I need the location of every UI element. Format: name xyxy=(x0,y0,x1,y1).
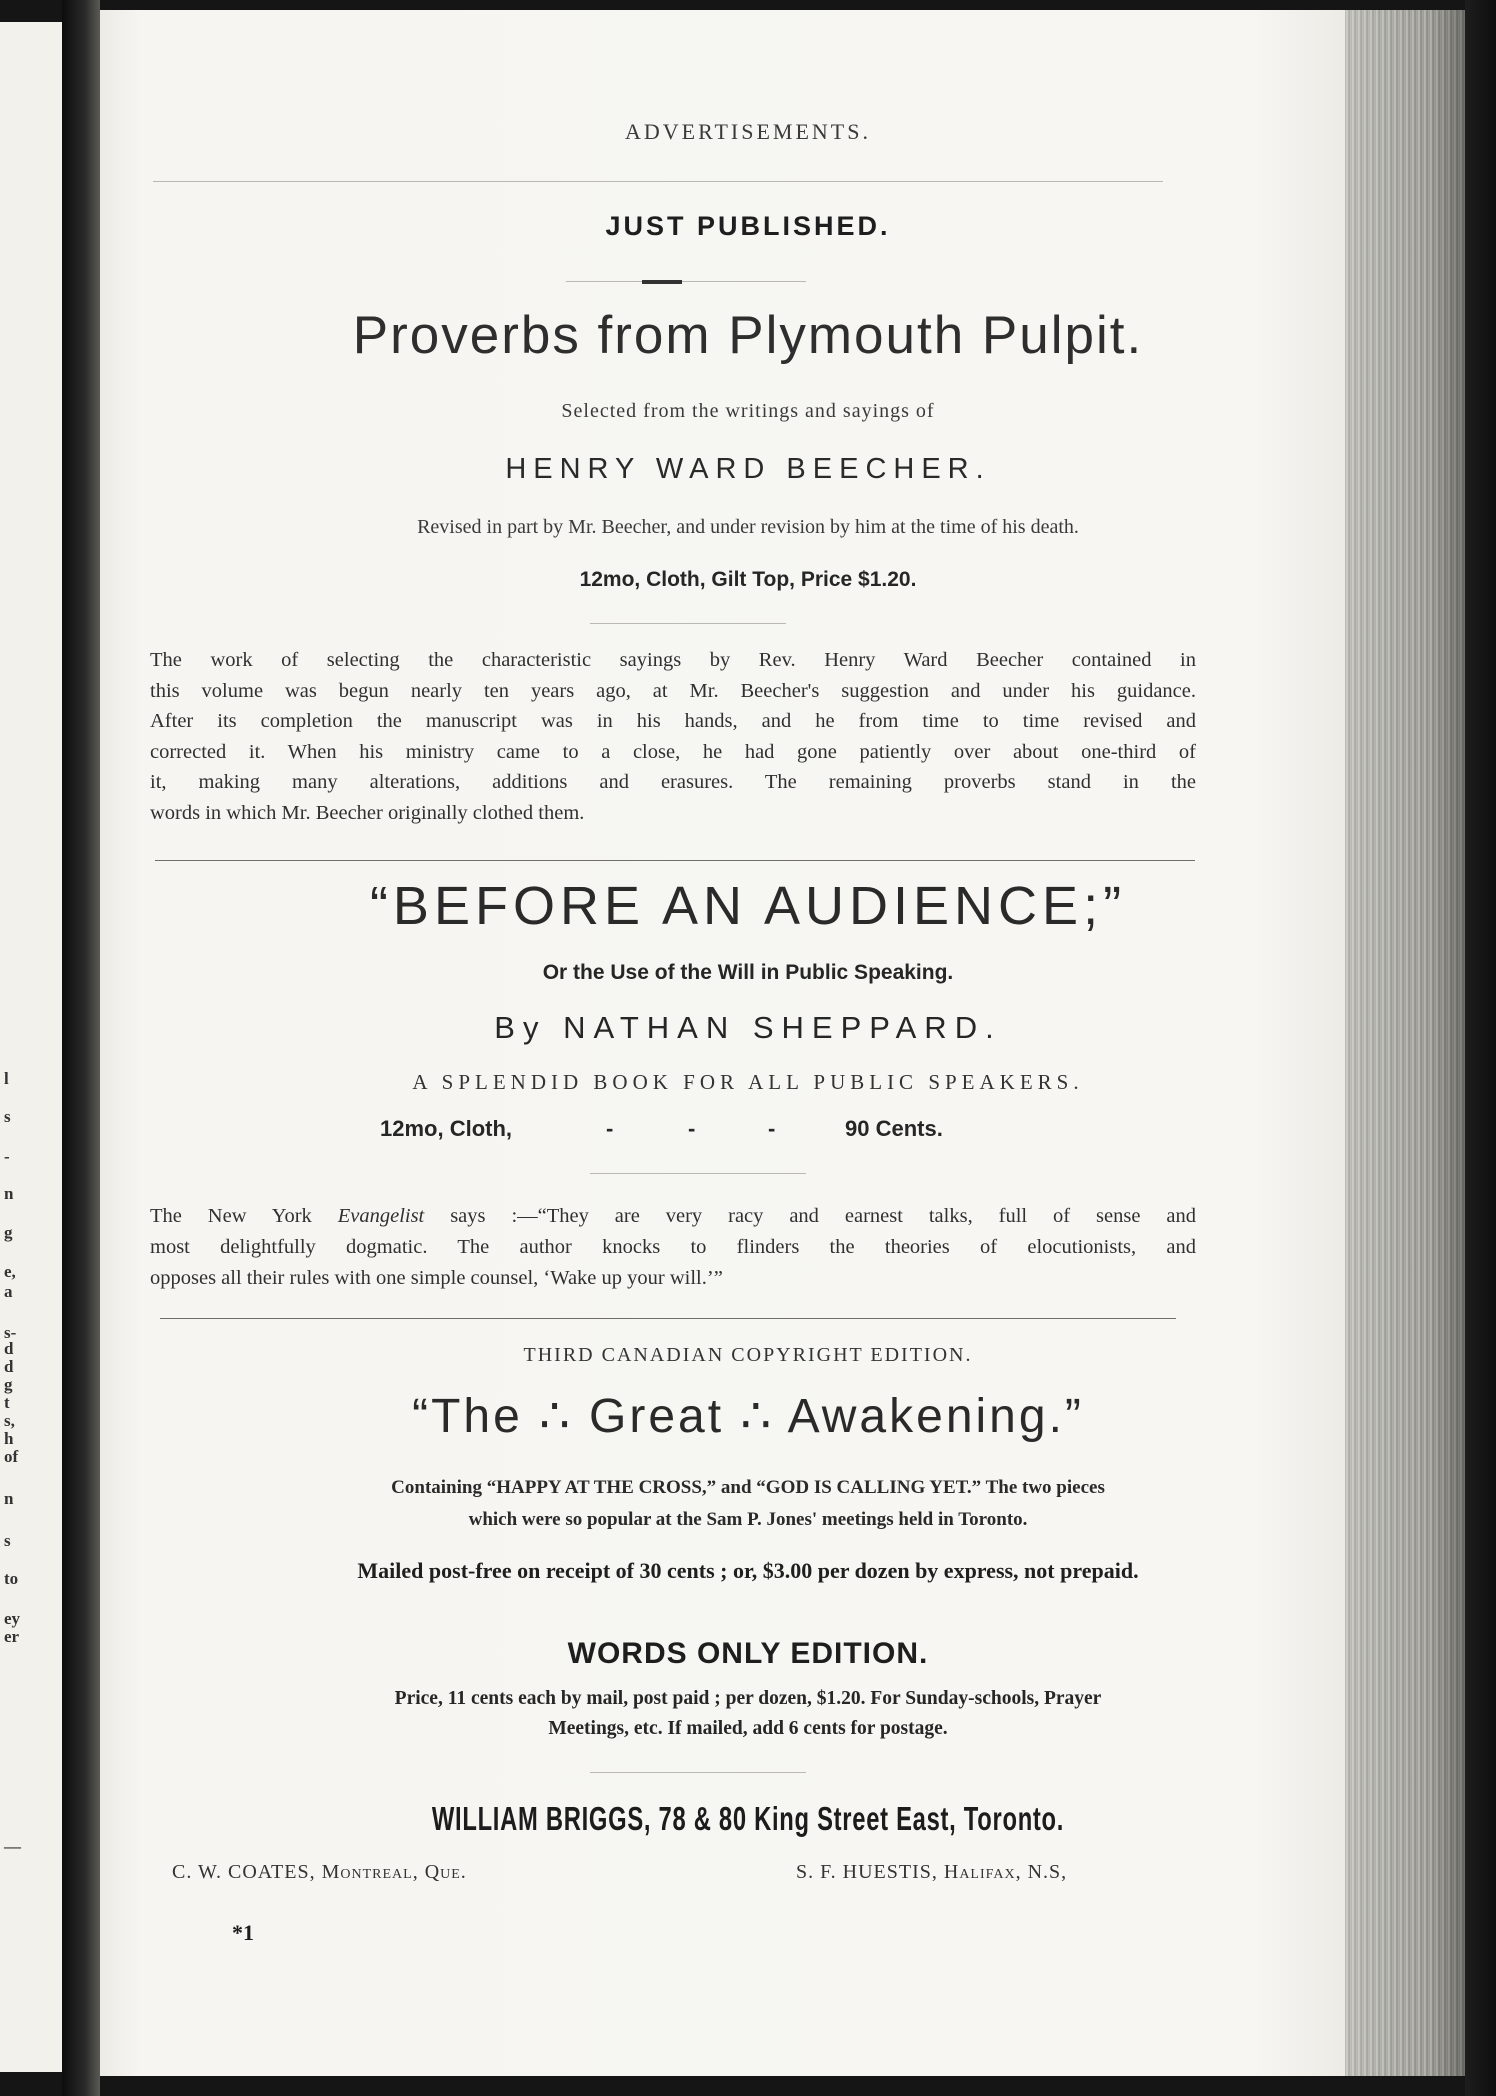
leader-dash: - xyxy=(606,1116,614,1141)
divider-ornament xyxy=(642,280,682,284)
section-heading: WORDS ONLY EDITION. xyxy=(567,1637,929,1670)
book-contents: which were so popular at the Sam P. Jones' meetings held in Toronto. xyxy=(468,1509,1028,1530)
agent-montreal: C. W. COATES, Montreal, Que. xyxy=(172,1861,467,1883)
left-fragment: g xyxy=(4,1375,13,1394)
left-fragment: - xyxy=(4,1147,10,1166)
divider xyxy=(590,623,786,624)
book-title: “BEFORE AN AUDIENCE;” xyxy=(369,876,1127,936)
section-divider xyxy=(155,860,1195,861)
left-fragment: of xyxy=(4,1447,19,1466)
book-title: Proverbs from Plymouth Pulpit. xyxy=(352,306,1144,365)
left-fragment: s, xyxy=(4,1411,15,1430)
left-fragment: — xyxy=(4,1837,21,1856)
book-price: 90 Cents. xyxy=(845,1116,943,1141)
section-heading: JUST PUBLISHED. xyxy=(605,211,891,241)
book-edition: THIRD CANADIAN COPYRIGHT EDITION. xyxy=(523,1344,973,1366)
left-fragment: g xyxy=(4,1223,13,1242)
left-fragment: d xyxy=(4,1339,14,1358)
publication-name: Evangelist xyxy=(337,1205,425,1227)
publisher-imprint: WILLIAM BRIGGS, 78 & 80 King Street East, Toronto. xyxy=(431,1800,1065,1837)
book-review xyxy=(150,1201,1196,1294)
left-fragment: t xyxy=(4,1393,10,1412)
mailing-note: Mailed post-free on receipt of 30 cents ; or, $3.00 per dozen by express, not prepaid. xyxy=(357,1558,1139,1583)
book-subtitle: Or the Use of the Will in Public Speaking. xyxy=(542,961,954,984)
left-fragment: e, xyxy=(4,1262,16,1281)
book-author: HENRY WARD BEECHER. xyxy=(505,453,991,485)
book-price: 12mo, Cloth, Gilt Top, Price $1.20. xyxy=(579,568,917,591)
leader-dash: - xyxy=(688,1116,696,1141)
book-revised-note: Revised in part by Mr. Beecher, and under revision by him at the time of his death. xyxy=(417,516,1079,538)
book-description xyxy=(150,645,1196,828)
leader-dash: - xyxy=(768,1116,776,1141)
divider xyxy=(566,281,806,282)
left-fragment: n xyxy=(4,1184,14,1203)
left-fragment: er xyxy=(4,1627,20,1646)
description-line: corrected it. When his ministry came to a close, he had gone patiently over about one-third of xyxy=(150,740,1196,763)
left-fragment: s xyxy=(4,1531,11,1550)
pricing-note: Price, 11 cents each by mail, post paid ; per dozen, $1.20. For Sunday-schools, Prayer xyxy=(394,1688,1102,1709)
book-contents: Containing “HAPPY AT THE CROSS,” and “GOD IS CALLING YET.” The two pieces xyxy=(391,1477,1105,1498)
description-line: The work of selecting the characteristic sayings by Rev. Henry Ward Beecher contained in xyxy=(150,649,1196,671)
divider xyxy=(153,181,1163,182)
left-fragment: s xyxy=(4,1107,11,1126)
agent-halifax: S. F. HUESTIS, Halifax, N.S, xyxy=(796,1861,1068,1883)
running-header: ADVERTISEMENTS. xyxy=(625,119,871,144)
description-line: this volume was begun nearly ten years ago, at Mr. Beecher's suggestion and under his guidance. xyxy=(150,679,1196,702)
signature-mark: *1 xyxy=(232,1920,254,1945)
left-fragment: s- xyxy=(4,1323,17,1342)
left-fragment: to xyxy=(4,1569,19,1588)
divider xyxy=(590,1173,806,1174)
left-fragment: a xyxy=(4,1282,13,1301)
left-fragment: d xyxy=(4,1357,14,1376)
book-author: By NATHAN SHEPPARD. xyxy=(494,1010,1002,1045)
review-line: The New York Evangelist says :—“They are very racy and earnest talks, full of sense and xyxy=(150,1205,1196,1227)
book-format: 12mo, Cloth, xyxy=(380,1116,513,1141)
section-divider xyxy=(160,1318,1176,1319)
left-fragment: ey xyxy=(4,1609,21,1628)
left-fragment: l xyxy=(4,1069,9,1088)
review-line: most delightfully dogmatic. The author knocks to flinders the theories of elocutionists, and xyxy=(150,1236,1196,1258)
book-tagline: A SPLENDID BOOK FOR ALL PUBLIC SPEAKERS. xyxy=(412,1070,1084,1094)
divider xyxy=(590,1772,806,1773)
description-line: it, making many alterations, additions and erasures. The remaining proverbs stand in the xyxy=(150,771,1196,793)
left-fragment: n xyxy=(4,1489,14,1508)
left-fragment: h xyxy=(4,1429,14,1448)
review-line: opposes all their rules with one simple counsel, ‘Wake up your will.’” xyxy=(150,1267,723,1289)
description-line: After its completion the manuscript was in his hands, and he from time to time revised and xyxy=(150,710,1196,732)
book-title: “The ∴ Great ∴ Awakening.” xyxy=(412,1390,1084,1443)
pricing-note: Meetings, etc. If mailed, add 6 cents for postage. xyxy=(548,1718,948,1739)
book-selected-note: Selected from the writings and sayings of xyxy=(561,400,935,422)
description-line: words in which Mr. Beecher originally clothed them. xyxy=(150,801,585,824)
